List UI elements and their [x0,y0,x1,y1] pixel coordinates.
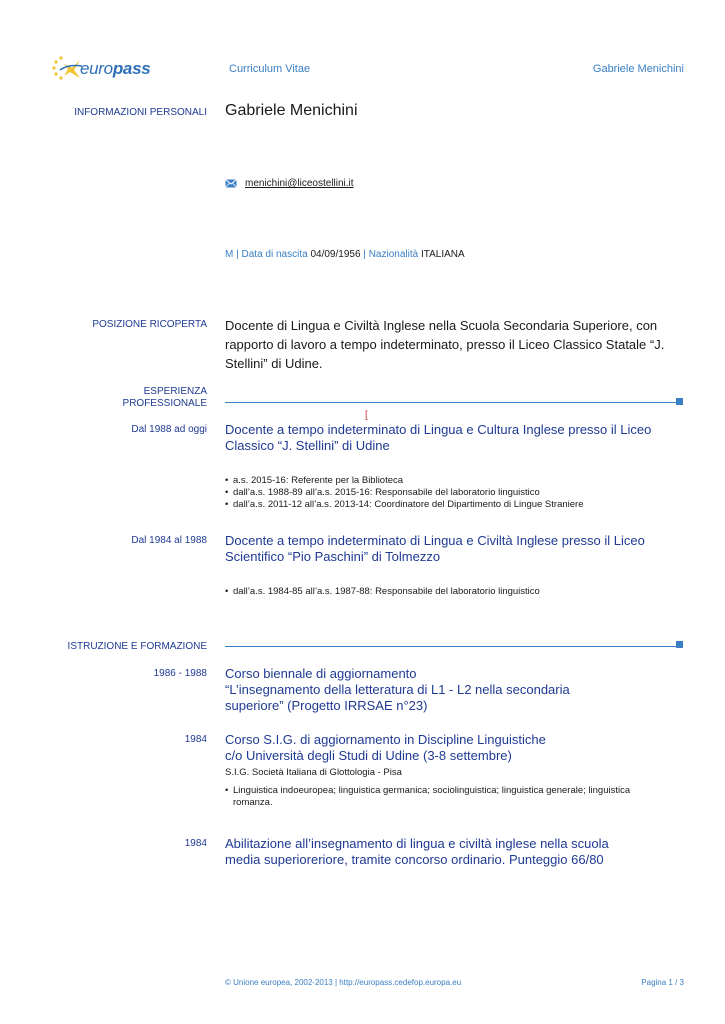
europass-wordmark: europass [80,59,151,78]
header-person-name: Gabriele Menichini [592,63,684,75]
job-dates: Dal 1988 ad oggi [131,424,207,435]
email-link[interactable]: menichini@liceostellini.it [245,178,354,189]
list-item: • dall’a.s. 2011-12 all’a.s. 2013-14: Coordinatore del Dipartimento di Lingue Straniere [225,499,584,510]
education-bullets [225,785,630,809]
education-title: Corso S.I.G. di aggiornamento in Discipline Linguistiche c/o Università degli Studi di Udine (3-8 settembre) [225,732,546,763]
experience-label: ESPERIENZA PROFESSIONALE [122,386,207,409]
education-divider-marker [676,641,683,648]
list-item: romanza. [233,797,273,808]
doc-title: Curriculum Vitae [229,63,311,75]
list-item: • a.s. 2015-16: Referente per la Biblioteca [225,475,404,486]
education-title: Corso biennale di aggiornamento “L’insegnamento della letteratura di L1 - L2 nella secondaria superiore” (Progetto IRRSAE n°23) [225,666,570,713]
separator: | [236,249,239,260]
education-label: ISTRUZIONE E FORMAZIONE [67,641,207,652]
footer-copyright: © Unione europea, 2002-2013 | http://europass.cedefop.europa.eu [225,978,462,987]
education-dates: 1986 - 1988 [153,668,207,679]
job-dates: Dal 1984 al 1988 [131,535,207,546]
person-name: Gabriele Menichini [225,102,358,119]
edit-marker: [ [365,410,368,421]
job-bullets [225,475,583,511]
education-org: S.I.G. Società Italiana di Glottologia - Pisa [225,767,402,778]
europass-stars-icon [50,52,84,84]
job-title: Docente a tempo indeterminato di Lingua e Cultura Inglese presso il Liceo Classico “J. Stellini” di Udine [225,422,652,453]
job-bullets [225,586,540,598]
personal-info-label: INFORMAZIONI PERSONALI [74,107,207,118]
list-item: • dall’a.s. 1984-85 all’a.s. 1987-88: Responsabile del laboratorio linguistico [225,586,540,597]
birth-date: 04/09/1956 [310,249,361,260]
envelope-icon [225,179,237,188]
list-item: • Linguistica indoeuropea; linguistica germanica; sociolinguistica; linguistica generale; linguistica [225,785,631,796]
gender: M [225,249,234,260]
experience-divider [225,402,678,403]
europass-logo [50,52,150,84]
nationality: ITALIANA [420,249,465,260]
education-divider [225,646,678,647]
job-title: Docente a tempo indeterminato di Lingua e Civiltà Inglese presso il Liceo Scientifico “Pio Paschini” di Tolmezzo [225,533,645,564]
separator: | [363,249,366,260]
position-text: Docente di Lingua e Civiltà Inglese nella Scuola Secondaria Superiore, con rapporto di lavoro a tempo indeterminato, presso il Liceo Classico Statale “J. Stellini” di Udine. [225,318,665,371]
experience-divider-marker [676,398,683,405]
education-title: Abilitazione all’insegnamento di lingua e civiltà inglese nella scuola media superioreriore, tramite concorso ordinario. Punteggio 66/80 [225,836,609,867]
birth-date-label: Data di nascita [241,249,308,260]
education-dates: 1984 [184,838,207,849]
nationality-label: Nazionalità [368,249,419,260]
personal-meta [225,249,465,260]
page-number: Pagina 1 / 3 [641,978,684,987]
education-dates: 1984 [184,734,207,745]
position-label: POSIZIONE RICOPERTA [92,319,207,330]
list-item: • dall’a.s. 1988-89 all’a.s. 2015-16: Responsabile del laboratorio linguistico [225,487,540,498]
